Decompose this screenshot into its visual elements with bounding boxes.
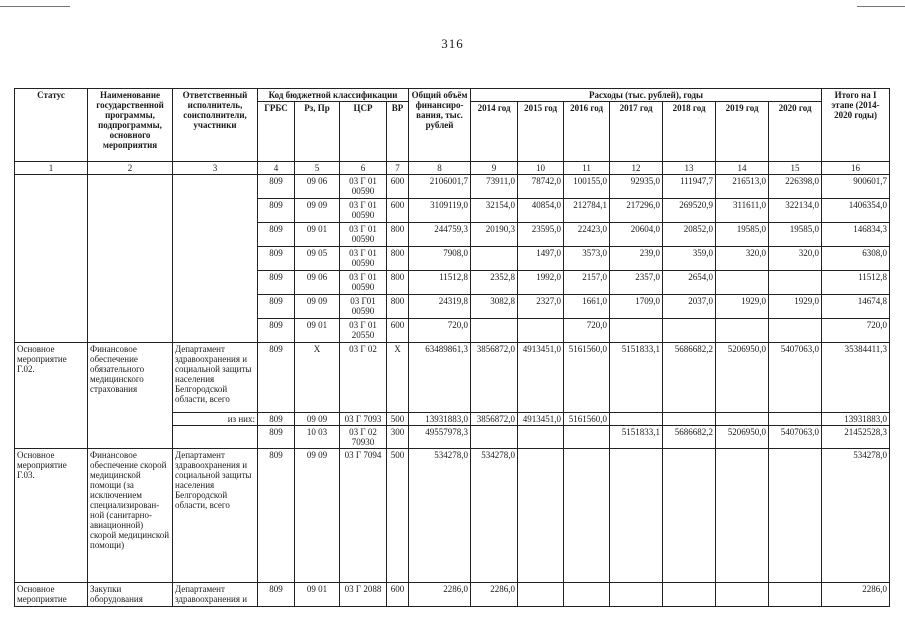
cell-y2020: 5407063,0	[769, 426, 822, 449]
header-name: Наименование государственной программы, подпрограммы, основного мероприятия	[88, 89, 173, 162]
header-year-2019: 2019 год	[716, 102, 769, 162]
cell-y2017: 1709,0	[610, 295, 663, 319]
header-status: Статус	[15, 89, 88, 162]
activity-name: Закупки оборудования	[88, 583, 173, 607]
cell-y2014: 32154,0	[471, 199, 518, 223]
cell-y2017: 2357,0	[610, 271, 663, 295]
header-expenses-group: Расходы (тыс. рублей), годы	[471, 89, 822, 102]
cell-y2014: 3856872,0	[471, 343, 518, 413]
responsible-cell-empty	[173, 175, 258, 343]
cell-grbs: 809	[258, 271, 295, 295]
cell-y2017: 217296,0	[610, 199, 663, 223]
table-row	[15, 583, 890, 607]
cell-rzpr: 09 06	[295, 271, 340, 295]
cell-vr: 800	[387, 223, 409, 247]
cell-y2019	[716, 449, 769, 583]
cell-vr: 800	[387, 295, 409, 319]
cell-y2016: 720,0	[564, 319, 610, 343]
cell-y2014: 2352,8	[471, 271, 518, 295]
cell-y2018: 2037,0	[663, 295, 716, 319]
cell-y2019: 216513,0	[716, 175, 769, 199]
cell-itogo: 14674,8	[822, 295, 890, 319]
cell-vr: 300	[387, 426, 409, 449]
header-year-2014: 2014 год	[471, 102, 518, 162]
table-row	[15, 175, 890, 199]
header-total-volume: Общий объём финансиро-вания, тыс. рублей	[409, 89, 471, 162]
cell-vr: X	[387, 343, 409, 413]
cell-y2015: 23595,0	[518, 223, 564, 247]
cell-grbs: 809	[258, 247, 295, 271]
header-year-2015: 2015 год	[518, 102, 564, 162]
cell-y2016: 1661,0	[564, 295, 610, 319]
cell-itogo: 13931883,0	[822, 413, 890, 426]
column-index: 11	[564, 162, 610, 175]
g01-continuation-rows	[15, 175, 890, 343]
cell-grbs: 809	[258, 449, 295, 583]
activity-status: Основное мероприятие Г.02.	[15, 343, 88, 449]
cell-y2017	[610, 319, 663, 343]
cell-total: 534278,0	[409, 449, 471, 583]
cell-y2020	[769, 271, 822, 295]
header-grbs: ГРБС	[258, 102, 295, 162]
header-year-2017: 2017 год	[610, 102, 663, 162]
cell-y2015: 1497,0	[518, 247, 564, 271]
cell-rzpr: 09 09	[295, 199, 340, 223]
column-index: 13	[663, 162, 716, 175]
cell-y2020: 320,0	[769, 247, 822, 271]
cell-y2014	[471, 319, 518, 343]
cell-y2015	[518, 449, 564, 583]
cell-csr: 03 Г 01 00590	[340, 247, 387, 271]
cell-total: 13931883,0	[409, 413, 471, 426]
activity-status: Основное мероприятие Г.03.	[15, 449, 88, 583]
main-activities-rows	[15, 343, 890, 607]
cell-y2016	[564, 426, 610, 449]
cell-y2018: 269520,9	[663, 199, 716, 223]
cell-y2018: 20852,0	[663, 223, 716, 247]
cell-grbs: 809	[258, 413, 295, 426]
header-code-group: Код бюджетной классификации	[258, 89, 409, 102]
status-cell-empty	[15, 175, 88, 343]
cell-y2018	[663, 319, 716, 343]
column-index: 6	[340, 162, 387, 175]
cell-y2016: 5161560,0	[564, 343, 610, 413]
cell-y2019	[716, 271, 769, 295]
cell-y2020: 19585,0	[769, 223, 822, 247]
table-row	[15, 343, 890, 413]
cell-y2020: 1929,0	[769, 295, 822, 319]
cell-vr: 500	[387, 413, 409, 426]
cell-grbs: 809	[258, 223, 295, 247]
cell-vr: 600	[387, 319, 409, 343]
cell-rzpr: 09 01	[295, 319, 340, 343]
cell-y2019: 311611,0	[716, 199, 769, 223]
cell-y2014: 534278,0	[471, 449, 518, 583]
scan-edge-line-left	[0, 6, 70, 7]
cell-itogo: 146834,3	[822, 223, 890, 247]
activity-responsible: Департамент здравоохранения и социальной защиты населения Белгородской области, всего	[173, 449, 258, 583]
column-index: 1	[15, 162, 88, 175]
cell-y2019: 1929,0	[716, 295, 769, 319]
cell-y2014	[471, 426, 518, 449]
header-responsible: Ответственный исполнитель, соисполнители, участники	[173, 89, 258, 162]
cell-csr: 03 Г 7093	[340, 413, 387, 426]
column-index: 16	[822, 162, 890, 175]
cell-y2015: 1992,0	[518, 271, 564, 295]
cell-itogo: 534278,0	[822, 449, 890, 583]
cell-y2016: 212784,1	[564, 199, 610, 223]
cell-total: 2106001,7	[409, 175, 471, 199]
cell-vr: 800	[387, 247, 409, 271]
cell-y2014: 2286,0	[471, 583, 518, 607]
cell-grbs: 809	[258, 295, 295, 319]
column-index: 15	[769, 162, 822, 175]
cell-y2016: 100155,0	[564, 175, 610, 199]
cell-y2019: 5206950,0	[716, 343, 769, 413]
cell-y2015: 78742,0	[518, 175, 564, 199]
cell-vr: 600	[387, 199, 409, 223]
cell-y2018	[663, 583, 716, 607]
cell-y2020	[769, 583, 822, 607]
cell-rzpr: 09 09	[295, 295, 340, 319]
cell-csr: 03 Г01 00590	[340, 295, 387, 319]
cell-csr: 03 Г 2088	[340, 583, 387, 607]
page-number: 316	[441, 36, 464, 51]
column-index: 7	[387, 162, 409, 175]
of-which-label: из них:	[173, 413, 258, 426]
cell-itogo: 6308,0	[822, 247, 890, 271]
cell-total: 2286,0	[409, 583, 471, 607]
cell-y2019: 320,0	[716, 247, 769, 271]
column-index-row	[15, 162, 890, 175]
cell-y2015	[518, 583, 564, 607]
cell-total: 49557978,3	[409, 426, 471, 449]
cell-y2017	[610, 449, 663, 583]
cell-y2018	[663, 449, 716, 583]
cell-y2015: 2327,0	[518, 295, 564, 319]
cell-y2016	[564, 583, 610, 607]
cell-total: 7908,0	[409, 247, 471, 271]
activity-responsible: Департамент здравоохранения и	[173, 583, 258, 607]
cell-csr: 03 Г 01 00590	[340, 223, 387, 247]
cell-rzpr: 09 05	[295, 247, 340, 271]
cell-csr: 03 Г 01 00590	[340, 199, 387, 223]
column-index: 9	[471, 162, 518, 175]
header-year-2016: 2016 год	[564, 102, 610, 162]
cell-y2016: 2157,0	[564, 271, 610, 295]
cell-y2015: 4913451,0	[518, 343, 564, 413]
cell-vr: 500	[387, 449, 409, 583]
cell-y2020: 5407063,0	[769, 343, 822, 413]
cell-y2017: 20604,0	[610, 223, 663, 247]
cell-itogo: 2286,0	[822, 583, 890, 607]
cell-total: 63489861,3	[409, 343, 471, 413]
cell-total: 3109119,0	[409, 199, 471, 223]
cell-y2014: 3082,8	[471, 295, 518, 319]
cell-y2018: 111947,7	[663, 175, 716, 199]
cell-vr: 800	[387, 271, 409, 295]
responsible-cell-empty	[173, 426, 258, 449]
cell-y2020	[769, 449, 822, 583]
cell-y2014: 73911,0	[471, 175, 518, 199]
cell-total: 24319,8	[409, 295, 471, 319]
column-index: 8	[409, 162, 471, 175]
column-index: 3	[173, 162, 258, 175]
cell-y2020: 322134,0	[769, 199, 822, 223]
cell-rzpr: 09 06	[295, 175, 340, 199]
cell-y2020	[769, 413, 822, 426]
column-index: 12	[610, 162, 663, 175]
cell-y2016	[564, 449, 610, 583]
activity-status: Основное мероприятие	[15, 583, 88, 607]
cell-total: 244759,3	[409, 223, 471, 247]
header-year-2020: 2020 год	[769, 102, 822, 162]
cell-itogo: 900601,7	[822, 175, 890, 199]
activity-name: Финансовое обеспечение обязательного медицинского страхования	[88, 343, 173, 449]
cell-total: 720,0	[409, 319, 471, 343]
cell-vr: 600	[387, 175, 409, 199]
cell-total: 11512,8	[409, 271, 471, 295]
cell-grbs: 809	[258, 426, 295, 449]
cell-y2016: 3573,0	[564, 247, 610, 271]
header-rzpr: Рз, Пр	[295, 102, 340, 162]
cell-itogo: 1406354,0	[822, 199, 890, 223]
cell-y2019	[716, 583, 769, 607]
table-row	[15, 449, 890, 583]
cell-y2019: 19585,0	[716, 223, 769, 247]
cell-rzpr: 09 09	[295, 413, 340, 426]
cell-y2014: 3856872,0	[471, 413, 518, 426]
cell-y2016: 5161560,0	[564, 413, 610, 426]
header-year-2018: 2018 год	[663, 102, 716, 162]
column-index: 14	[716, 162, 769, 175]
cell-csr: 03 Г 01 20550	[340, 319, 387, 343]
cell-y2017: 92935,0	[610, 175, 663, 199]
cell-grbs: 809	[258, 175, 295, 199]
cell-rzpr: 09 09	[295, 449, 340, 583]
cell-y2017	[610, 583, 663, 607]
cell-y2019	[716, 319, 769, 343]
name-cell-empty	[88, 175, 173, 343]
cell-vr: 600	[387, 583, 409, 607]
cell-y2018: 359,0	[663, 247, 716, 271]
cell-itogo: 35384411,3	[822, 343, 890, 413]
header-vr: ВР	[387, 102, 409, 162]
cell-y2016: 22423,0	[564, 223, 610, 247]
cell-rzpr: 09 01	[295, 583, 340, 607]
cell-y2019	[716, 413, 769, 426]
cell-y2018: 5686682,2	[663, 343, 716, 413]
cell-y2015: 40854,0	[518, 199, 564, 223]
cell-grbs: 809	[258, 583, 295, 607]
cell-y2019: 5206950,0	[716, 426, 769, 449]
column-index: 5	[295, 162, 340, 175]
activity-name: Финансовое обеспечение скорой медицинской помощи (за исключением специализирован-ной (санитарно-авиационной) скорой медицинской помощи)	[88, 449, 173, 583]
header-csr: ЦСР	[340, 102, 387, 162]
scan-edge-line-right	[857, 6, 905, 7]
cell-itogo: 720,0	[822, 319, 890, 343]
cell-csr: 03 Г 02 70930	[340, 426, 387, 449]
cell-y2017	[610, 413, 663, 426]
cell-csr: 03 Г 01 00590	[340, 175, 387, 199]
cell-grbs: 809	[258, 343, 295, 413]
cell-itogo: 11512,8	[822, 271, 890, 295]
cell-y2017: 5151833,1	[610, 343, 663, 413]
cell-y2020	[769, 319, 822, 343]
budget-table	[14, 88, 890, 607]
cell-y2015	[518, 426, 564, 449]
column-index: 4	[258, 162, 295, 175]
cell-y2020: 226398,0	[769, 175, 822, 199]
cell-y2015	[518, 319, 564, 343]
cell-rzpr: X	[295, 343, 340, 413]
cell-rzpr: 10 03	[295, 426, 340, 449]
column-index: 2	[88, 162, 173, 175]
cell-csr: 03 Г 01 00590	[340, 271, 387, 295]
cell-csr: 03 Г 7094	[340, 449, 387, 583]
cell-rzpr: 09 01	[295, 223, 340, 247]
header-itogo: Итого на I этапе (2014-2020 годы)	[822, 89, 890, 162]
column-index: 10	[518, 162, 564, 175]
cell-itogo: 21452528,3	[822, 426, 890, 449]
cell-y2014	[471, 247, 518, 271]
cell-grbs: 809	[258, 319, 295, 343]
cell-y2018: 2654,0	[663, 271, 716, 295]
cell-y2018: 5686682,2	[663, 426, 716, 449]
cell-csr: 03 Г 02	[340, 343, 387, 413]
cell-grbs: 809	[258, 199, 295, 223]
cell-y2017: 5151833,1	[610, 426, 663, 449]
cell-y2017: 239,0	[610, 247, 663, 271]
cell-y2015: 4913451,0	[518, 413, 564, 426]
cell-y2014: 20190,3	[471, 223, 518, 247]
activity-responsible: Департамент здравоохранения и социальной защиты населения Белгородской области, всего	[173, 343, 258, 413]
cell-y2018	[663, 413, 716, 426]
